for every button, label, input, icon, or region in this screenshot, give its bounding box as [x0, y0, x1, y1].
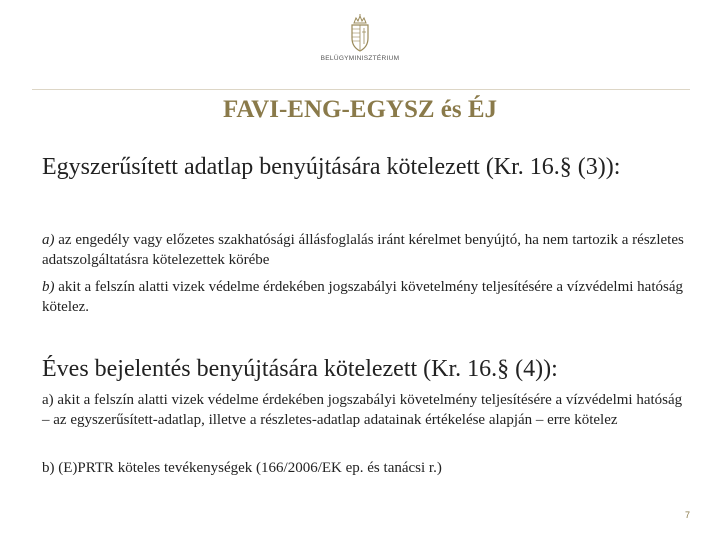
section2-item-b: b) (E)PRTR köteles tevékenységek (166/2006/EK ep. és tanácsi r.) — [42, 460, 442, 476]
header-logo — [300, 14, 420, 62]
page-number: 7 — [684, 510, 690, 520]
coat-of-arms-icon — [346, 14, 374, 54]
item-text: akit a felszín alatti vizek védelme érdekében jogszabályi követelmény teljesítésére a vízvédelmi hatóság kötelez. — [42, 279, 683, 315]
section1-heading: Egyszerűsített adatlap benyújtására kötelezett (Kr. 16.§ (3)): — [42, 154, 621, 180]
header-divider — [32, 89, 690, 90]
item-label: a) — [42, 232, 55, 248]
item-label: b) — [42, 279, 55, 295]
section1-item-b — [42, 277, 692, 317]
slide-title: FAVI-ENG-EGYSZ és ÉJ — [222, 96, 498, 123]
item-text: az engedély vagy előzetes szakhatósági állásfoglalás iránt kérelmet benyújtó, ha nem tartozik a részletes adatszolgáltatásra kötelezettek körébe — [42, 232, 684, 268]
section2-heading: Éves bejelentés benyújtására kötelezett (Kr. 16.§ (4)): — [42, 356, 558, 382]
section2-item-a: a) akit a felszín alatti vizek védelme érdekében jogszabályi követelmény teljesítésére a vízvédelmi hatóság – az egyszerűsített-adatlap, illetve a részletes-adatlap adatainak értékelése alapján – erre kötelez — [42, 392, 683, 428]
ministry-name: BELÜGYMINISZTÉRIUM — [320, 55, 400, 62]
section1-item-a — [42, 230, 692, 270]
